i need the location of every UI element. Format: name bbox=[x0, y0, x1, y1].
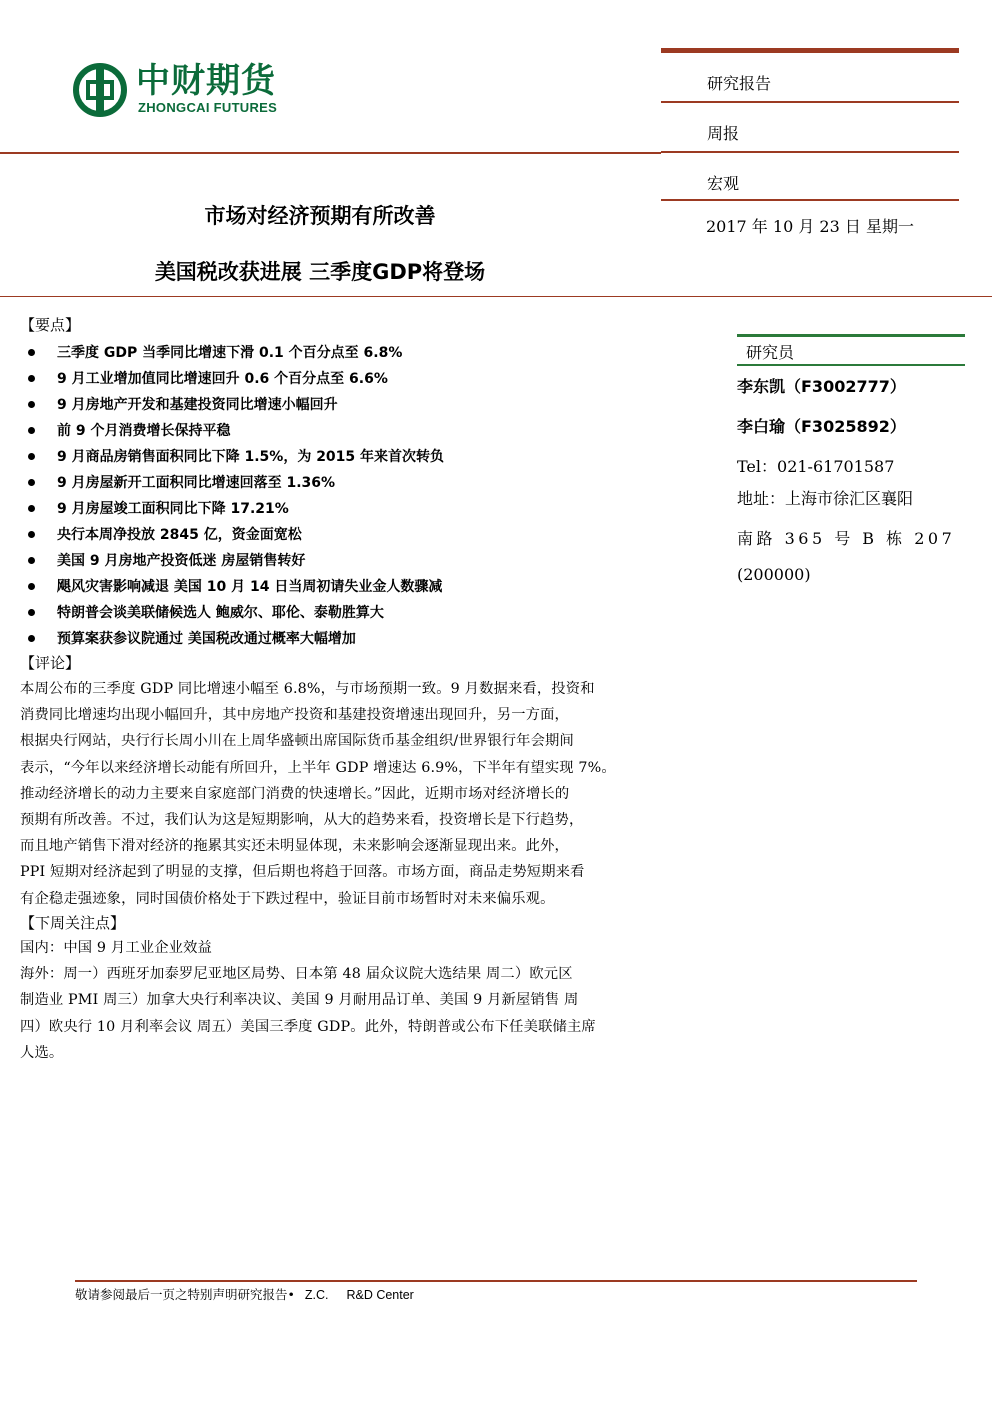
footer-rule bbox=[75, 1280, 917, 1282]
footer bbox=[75, 1285, 414, 1303]
key-points-list bbox=[28, 340, 688, 652]
paragraph-line: 推动经济增长的动力主要来自家庭部门消费的快速增长。”因此，近期市场对经济增长的 bbox=[20, 785, 570, 802]
list-item: 9 月工业增加值同比增速回升 0.6 个百分点至 6.6% bbox=[28, 366, 688, 392]
report-date: 2017 年 10 月 23 日 星期一 bbox=[706, 217, 914, 236]
analyst-address: (200000) bbox=[737, 565, 811, 584]
footer-rd-center: R&D Center bbox=[346, 1288, 414, 1302]
bullet-icon bbox=[28, 401, 35, 408]
bullet-icon bbox=[28, 583, 35, 590]
paragraph-line: 四）欧央行 10 月利率会议 周五）美国三季度 GDP。此外，特朗普或公布下任美联储主席 bbox=[20, 1018, 596, 1035]
meta-report-type: 研究报告 bbox=[707, 74, 772, 93]
paragraph-line: 本周公布的三季度 GDP 同比增速小幅至 6.8%，与市场预期一致。9 月数据来看，投资和 bbox=[20, 681, 595, 697]
bullet-icon bbox=[28, 505, 35, 512]
analyst-bottom-rule bbox=[737, 364, 965, 366]
title-rule bbox=[0, 296, 992, 297]
paragraph-line: 表示，“今年以来经济增长动能有所回升，上半年 GDP 增速达 6.9%，下半年有望实现 7%。 bbox=[20, 759, 616, 776]
paragraph-line: 根据央行网站，央行行长周小川在上周华盛顿出席国际货币基金组织/世界银行年会期间 bbox=[20, 733, 574, 750]
meta-divider bbox=[661, 199, 959, 201]
analyst-address: 南路 365 号 B 栋 207 bbox=[737, 529, 956, 548]
company-logo bbox=[72, 62, 312, 122]
paragraph-line: 制造业 PMI 周三）加拿大央行利率决议、美国 9 月耐用品订单、美国 9 月新屋销售 周 bbox=[20, 992, 579, 1009]
footer-zc: Z.C. bbox=[304, 1288, 329, 1302]
list-item: 9 月房屋竣工面积同比下降 17.21% bbox=[28, 496, 688, 522]
list-item: 央行本周净投放 2845 亿，资金面宽松 bbox=[28, 522, 688, 548]
comment-heading: 【评论】 bbox=[20, 654, 81, 672]
bullet-icon bbox=[28, 609, 35, 616]
footer-disclaimer: 敬请参阅最后一页之特别声明研究报告• bbox=[75, 1287, 295, 1302]
analyst-top-rule bbox=[737, 334, 965, 337]
list-item: 三季度 GDP 当季同比增速下滑 0.1 个百分点至 6.8% bbox=[28, 340, 688, 366]
bullet-icon bbox=[28, 479, 35, 486]
list-item: 特朗普会谈美联储候选人 鲍威尔、耶伦、泰勒胜算大 bbox=[28, 600, 688, 626]
report-subtitle: 美国税改获进展 三季度GDP将登场 bbox=[154, 260, 486, 284]
comment-body bbox=[20, 676, 688, 912]
meta-report-period: 周报 bbox=[707, 124, 740, 143]
paragraph-line: 国内：中国 9 月工业企业效益 bbox=[20, 940, 212, 956]
bullet-icon bbox=[28, 427, 35, 434]
bullet-icon bbox=[28, 635, 35, 642]
analyst-address: 地址：上海市徐汇区襄阳 bbox=[737, 489, 914, 508]
zhongcai-logo-icon bbox=[72, 62, 128, 118]
analyst-tel: Tel：021-61701587 bbox=[737, 457, 895, 476]
header-rule bbox=[0, 152, 661, 154]
list-item: 预算案获参议院通过 美国税改通过概率大幅增加 bbox=[28, 626, 688, 652]
next-week-body bbox=[20, 935, 688, 1066]
list-item: 飓风灾害影响减退 美国 10 月 14 日当周初请失业金人数骤减 bbox=[28, 574, 688, 600]
paragraph-line: 海外：周一）西班牙加泰罗尼亚地区局势、日本第 48 届众议院大选结果 周二）欧元区 bbox=[20, 966, 573, 983]
analyst-name: 李白瑜（F3025892） bbox=[737, 417, 906, 436]
paragraph-line: PPI 短期对经济起到了明显的支撑，但后期也将趋于回落。市场方面，商品走势短期来看 bbox=[20, 864, 585, 881]
report-title: 市场对经济预期有所改善 bbox=[204, 204, 436, 228]
list-item: 9 月房屋新开工面积同比增速回落至 1.36% bbox=[28, 470, 688, 496]
bullet-icon bbox=[28, 453, 35, 460]
next-week-heading: 【下周关注点】 bbox=[20, 914, 126, 932]
paragraph-line: 而且地产销售下滑对经济的拖累其实还未明显体现，未来影响会逐渐显现出来。此外， bbox=[20, 838, 569, 855]
bullet-icon bbox=[28, 531, 35, 538]
list-item: 美国 9 月房地产投资低迷 房屋销售转好 bbox=[28, 548, 688, 574]
meta-report-category: 宏观 bbox=[707, 174, 740, 193]
bullet-icon bbox=[28, 349, 35, 356]
paragraph-line: 有企稳走强迹象，同时国债价格处于下跌过程中，验证目前市场暂时对未来偏乐观。 bbox=[20, 890, 555, 907]
logo-chinese-name: 中财期货 bbox=[136, 61, 276, 101]
analyst-label: 研究员 bbox=[746, 343, 795, 362]
bullet-icon bbox=[28, 557, 35, 564]
list-item: 9 月房地产开发和基建投资同比增速小幅回升 bbox=[28, 392, 688, 418]
paragraph-line: 人选。 bbox=[20, 1044, 64, 1061]
paragraph-line: 消费同比增速均出现小幅回升，其中房地产投资和基建投资增速出现回升，另一方面， bbox=[20, 707, 569, 724]
logo-english-name: ZHONGCAI FUTURES bbox=[138, 100, 278, 115]
list-item: 9 月商品房销售面积同比下降 1.5%，为 2015 年来首次转负 bbox=[28, 444, 688, 470]
paragraph-line: 预期有所改善。不过，我们认为这是短期影响，从大的趋势来看，投资增长是下行趋势， bbox=[20, 812, 584, 829]
bullet-icon bbox=[28, 375, 35, 382]
analyst-name: 李东凯（F3002777） bbox=[737, 377, 906, 396]
list-item: 前 9 个月消费增长保持平稳 bbox=[28, 418, 688, 444]
key-points-heading: 【要点】 bbox=[20, 316, 81, 334]
